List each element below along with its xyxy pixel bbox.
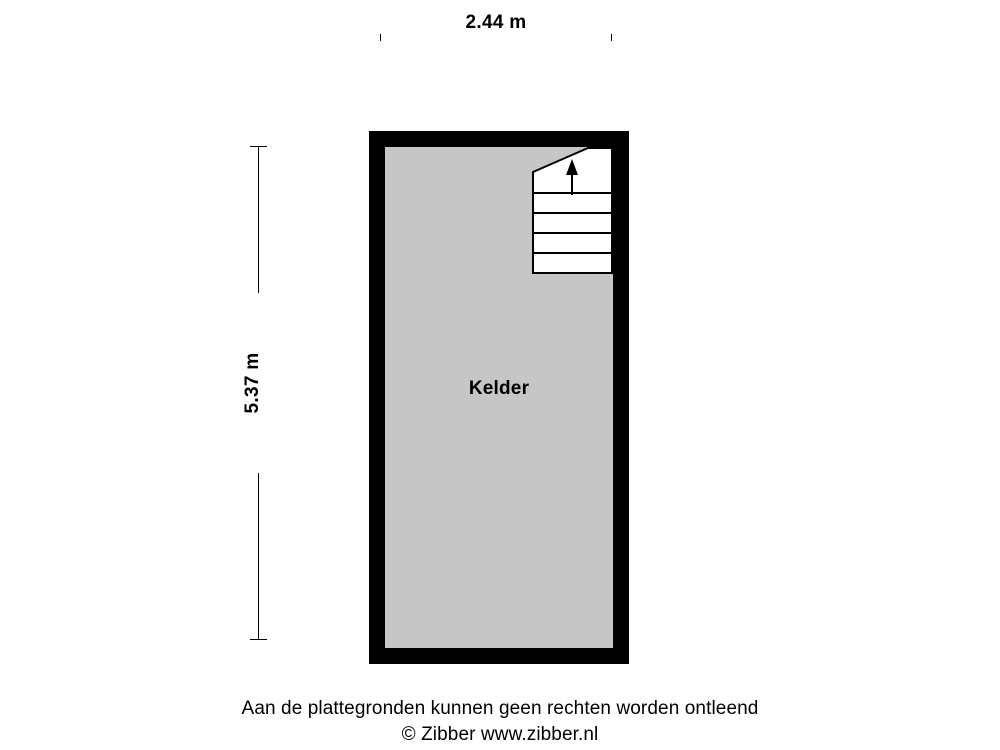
height-dimension-tick-top <box>250 146 267 147</box>
height-dimension-label: 5.37 m <box>242 293 264 473</box>
height-dimension-tick-bottom <box>250 639 267 640</box>
staircase-icon <box>532 147 613 274</box>
footer <box>0 696 1000 748</box>
height-dimension <box>236 146 276 640</box>
width-dimension-label: 2.44 m <box>380 12 612 34</box>
footer-credit: © Zibber www.zibber.nl <box>401 724 599 745</box>
floorplan-room <box>369 131 629 664</box>
footer-disclaimer: Aan de plattegronden kunnen geen rechten worden ontleend <box>241 698 759 719</box>
room-name-label: Kelder <box>468 378 530 399</box>
width-dimension <box>380 12 612 48</box>
